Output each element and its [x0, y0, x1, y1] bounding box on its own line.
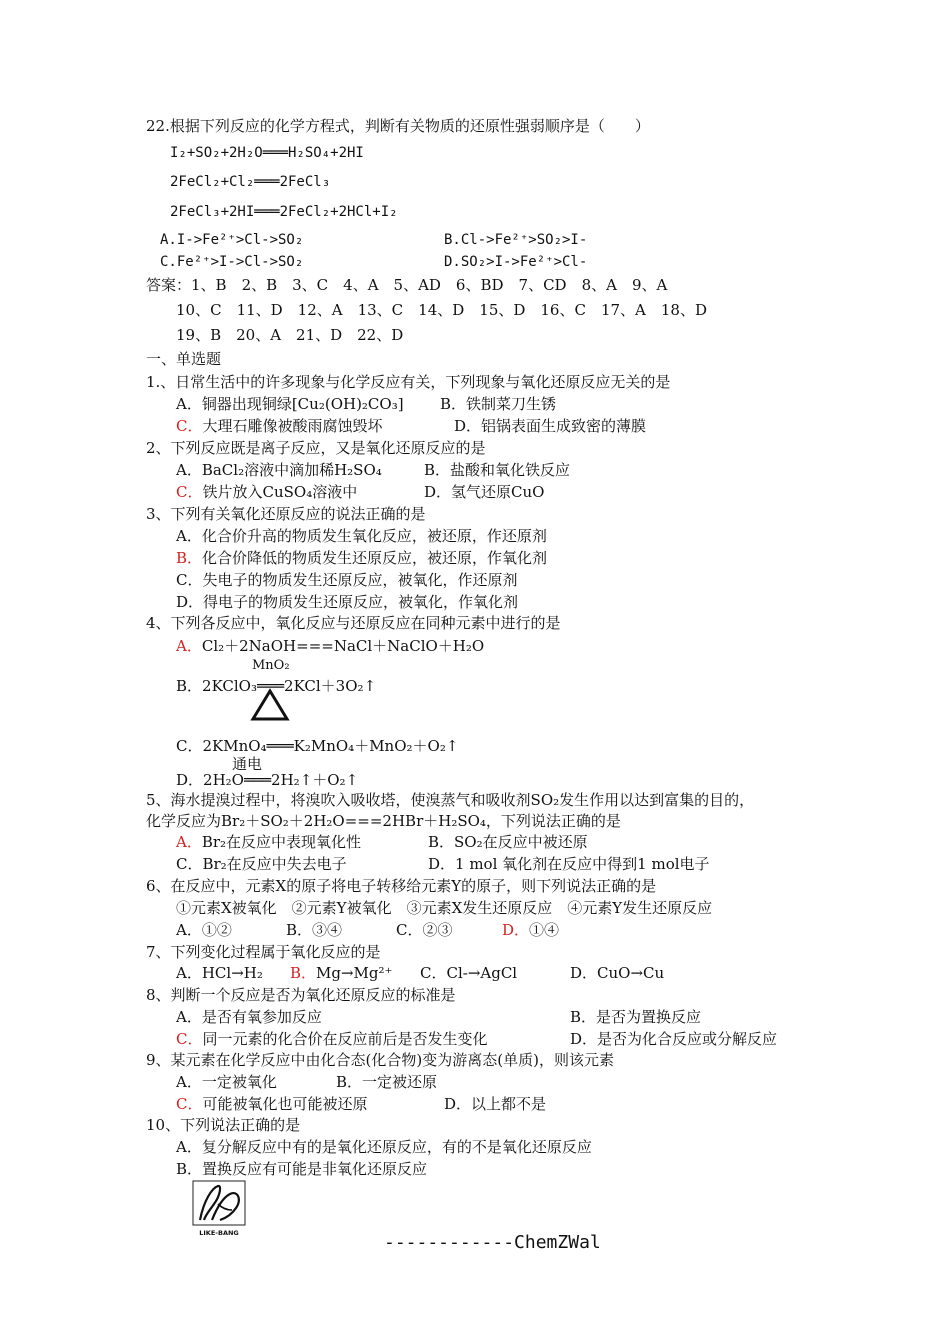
answers-line-1: 答案：1、B 2、B 3、C 4、A 5、AD 6、BD 7、CD 8、A 9、A — [146, 276, 668, 294]
q22-option-d: D.SO₂>I->Fe²⁺>Cl- — [444, 254, 588, 270]
q8-stem: 8、判断一个反应是否为氧化还原反应的标准是 — [146, 986, 456, 1004]
q5-stem-line-1: 5、海水提溴过程中，将溴吹入吸收塔，使溴蒸气和吸收剂SO₂发生作用以达到富集的目的， — [146, 791, 755, 809]
q2-option-b: B．盐酸和氧化铁反应 — [424, 461, 571, 479]
q3-option-d: D．得电子的物质发生还原反应，被氧化，作氧化剂 — [176, 593, 519, 611]
q7-option-a: A．HCl→H₂ — [176, 964, 263, 982]
q22-option-c: C.Fe²⁺>I->Cl->SO₂ — [160, 254, 304, 270]
q8-option-b: B．是否为置换反应 — [570, 1008, 702, 1026]
q1-option-c-letter: C． — [176, 417, 203, 435]
heat-triangle-icon — [250, 688, 290, 722]
q6-option-d-letter: D． — [502, 921, 530, 939]
q6-stem: 6、在反应中，元素X的原子将电子转移给元素Y的原子，则下列说法正确的是 — [146, 877, 657, 895]
q10-stem: 10、下列说法正确的是 — [146, 1116, 301, 1134]
q22-equation-1: I₂+SO₂+2H₂O═══H₂SO₄+2HI — [170, 145, 364, 161]
q2-option-d: D．氢气还原CuO — [424, 483, 545, 501]
q4-option-d-condition: 通电 — [232, 755, 263, 773]
q2-option-c — [176, 482, 357, 502]
q6-option-c: C．②③ — [396, 921, 453, 939]
q5-option-a-letter: A． — [176, 833, 202, 851]
q7-stem: 7、下列变化过程属于氧化反应的是 — [146, 943, 381, 961]
q8-option-d: D．是否为化合反应或分解反应 — [570, 1030, 778, 1048]
q9-option-c — [176, 1094, 368, 1114]
footer-signature: ------------ChemZWal — [384, 1232, 601, 1253]
q9-option-a: A．一定被氧化 — [176, 1073, 277, 1091]
q7-option-b — [290, 963, 392, 983]
q3-stem: 3、下列有关氧化还原反应的说法正确的是 — [146, 505, 426, 523]
like-bang-logo-icon — [192, 1180, 246, 1238]
q22-equation-2: 2FeCl₂+Cl₂═══2FeCl₃ — [170, 174, 331, 190]
q2-option-c-letter: C． — [176, 483, 203, 501]
q5-stem-line-2: 化学反应为Br₂＋SO₂＋2H₂O===2HBr＋H₂SO₄，下列说法正确的是 — [146, 812, 621, 830]
q6-option-b: B．③④ — [286, 921, 343, 939]
q6-option-d — [502, 920, 559, 940]
q5-option-c: C．Br₂在反应中失去电子 — [176, 855, 347, 873]
like-bang-logo — [192, 1180, 246, 1238]
q5-option-a-text: Br₂在反应中表现氧化性 — [201, 833, 362, 851]
q7-option-d: D．CuO→Cu — [570, 964, 665, 982]
q9-option-d: D．以上都不是 — [444, 1095, 547, 1113]
q22-option-b: B.Cl->Fe²⁺>SO₂>I- — [444, 232, 588, 248]
q1-option-d: D．铝锅表面生成致密的薄膜 — [454, 417, 647, 435]
q4-option-a-letter: A． — [176, 637, 202, 655]
q5-option-d: D．1 mol 氧化剂在反应中得到1 mol电子 — [428, 855, 710, 873]
q5-option-a — [176, 832, 361, 852]
q9-option-c-text: 可能被氧化也可能被还原 — [202, 1095, 368, 1113]
q9-stem: 9、某元素在化学反应中由化合态(化合物)变为游离态(单质)，则该元素 — [146, 1051, 614, 1069]
q3-option-b-text: 化合价降低的物质发生还原反应，被还原，作氧化剂 — [202, 549, 548, 567]
q2-stem: 2、下列反应既是离子反应，又是氧化还原反应的是 — [146, 439, 486, 457]
q4-option-b-condition: MnO₂ — [252, 658, 290, 673]
q8-option-c-letter: C． — [176, 1030, 203, 1048]
q1-option-c-text: 大理石雕像被酸雨腐蚀毁坏 — [202, 417, 383, 435]
q4-option-b: B．2KClO₃═══2KCl＋3O₂↑ — [176, 677, 377, 695]
q1-option-a: A．铜器出现铜绿[Cu₂(OH)₂CO₃] — [176, 395, 404, 413]
logo-text: LIKE-BANG — [199, 1229, 239, 1237]
q10-option-a: A．复分解反应中有的是氧化还原反应，有的不是氧化还原反应 — [176, 1138, 592, 1156]
q2-option-c-text: 铁片放入CuSO₄溶液中 — [202, 483, 358, 501]
q4-option-a — [176, 636, 484, 656]
q7-option-b-text: Mg→Mg²⁺ — [316, 964, 393, 982]
q22-equation-3: 2FeCl₃+2HI═══2FeCl₂+2HCl+I₂ — [170, 204, 398, 220]
q3-option-b — [176, 548, 547, 568]
q2-option-a: A．BaCl₂溶液中滴加稀H₂SO₄ — [176, 461, 382, 479]
q4-option-c: C．2KMnO₄═══K₂MnO₄＋MnO₂＋O₂↑ — [176, 737, 459, 755]
q4-option-a-text: Cl₂＋2NaOH===NaCl＋NaClO＋H₂O — [201, 637, 485, 655]
q8-option-a: A．是否有氧参加反应 — [176, 1008, 322, 1026]
q5-option-b: B．SO₂在反应中被还原 — [428, 833, 588, 851]
q1-option-b: B．铁制菜刀生锈 — [440, 395, 557, 413]
q1-stem: 1.、日常生活中的许多现象与化学反应有关，下列现象与氧化还原反应无关的是 — [146, 373, 671, 391]
q22-title: 22.根据下列反应的化学方程式，判断有关物质的还原性强弱顺序是（ ） — [146, 117, 650, 135]
q4-stem: 4、下列各反应中，氧化反应与还原反应在同种元素中进行的是 — [146, 614, 561, 632]
q3-option-a: A．化合价升高的物质发生氧化反应，被还原，作还原剂 — [176, 527, 547, 545]
q6-option-d-text: ①④ — [529, 921, 560, 939]
q3-option-c: C．失电子的物质发生还原反应，被氧化，作还原剂 — [176, 571, 518, 589]
q9-option-c-letter: C． — [176, 1095, 203, 1113]
answers-line-3: 19、B 20、A 21、D 22、D — [176, 326, 404, 344]
q8-option-c — [176, 1029, 488, 1049]
q10-option-b: B．置换反应有可能是非氧化还原反应 — [176, 1160, 428, 1178]
q1-option-c — [176, 416, 383, 436]
q8-option-c-text: 同一元素的化合价在反应前后是否发生变化 — [202, 1030, 488, 1048]
q4-option-d: D．2H₂O═══2H₂↑＋O₂↑ — [176, 771, 359, 789]
q9-option-b: B．一定被还原 — [336, 1073, 438, 1091]
section-heading: 一、单选题 — [146, 350, 222, 368]
q6-option-a: A．①② — [176, 921, 232, 939]
q6-items: ①元素X被氧化 ②元素Y被氧化 ③元素X发生还原反应 ④元素Y发生还原反应 — [176, 899, 713, 917]
answers-line-2: 10、C 11、D 12、A 13、C 14、D 15、D 16、C 17、A 18、D — [176, 301, 707, 319]
q22-option-a: A.I->Fe²⁺>Cl->SO₂ — [160, 232, 304, 248]
q3-option-b-letter: B． — [176, 549, 203, 567]
q7-option-b-letter: B． — [290, 964, 317, 982]
q7-option-c: C．Cl-→AgCl — [420, 964, 518, 982]
